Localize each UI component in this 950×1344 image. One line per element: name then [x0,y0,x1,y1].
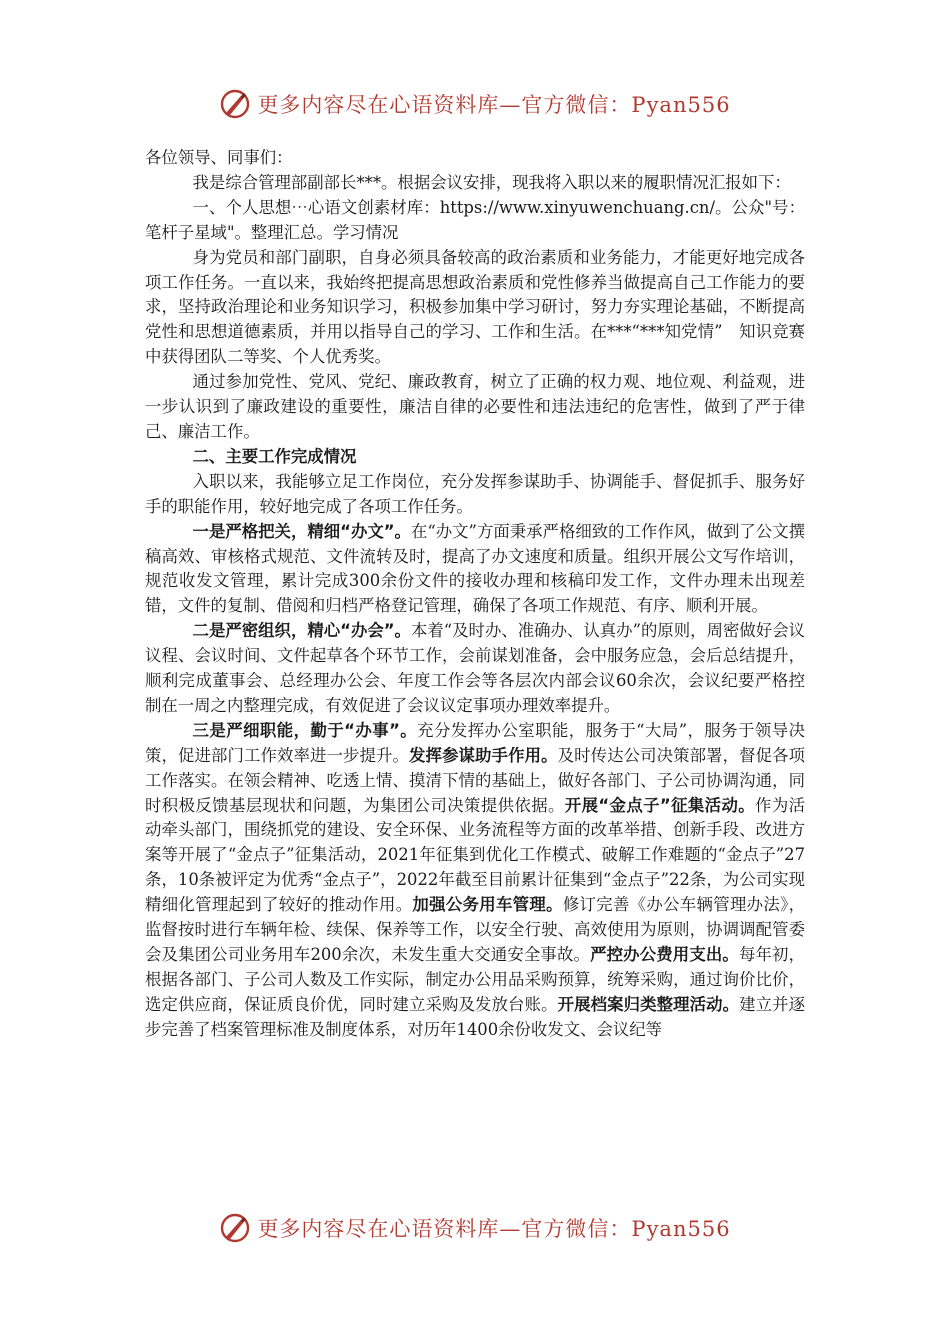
item2-paragraph [145,619,805,719]
intro-paragraph: 我是综合管理部副部长***。根据会议安排，现我将入职以来的履职情况汇报如下： [192,172,791,192]
item3-body-1: 充分发挥办公室职能，服务于“大局”，服务于领导决策，促进部门工作效率进一步提升。 [145,720,806,765]
item1-body: 在“办文”方面秉承严格细致的工作作风，做到了公文撰稿高效、审核格式规范、文件流转及时，提高了办文速度和质量。组织开展公文写作培训，规范收发文管理，累计完成300余份文件的接收办理和核稿印发工作，文件办理未出现差错，文件的复制、借阅和归档严格登记管理，确保了各项工作规范、有序、顺利开展。 [145,521,805,616]
item3-title: 三是严细职能，勤于“办事”。 [192,720,418,740]
section1-paragraph-2: 通过参加党性、党风、党纪、廉政教育，树立了正确的权力观、地位观、利益观，进一步认识到了廉政建设的重要性，廉洁自律的必要性和违法违纪的危害性，做到了严于律己、廉洁工作。 [145,372,805,441]
section1-paragraph-1: 身为党员和部门副职，自身必须具备较高的政治素质和业务能力，才能更好地完成各项工作任务。一直以来，我始终把提高思想政治素质和党性修养当做提高自己工作能力的要求，坚持政治理论和业务知识学习，积极参加集中学习研讨，努力夯实理论基础，不断提高党性和思想道德素质，并用以指导自己的学习、工作和生活。在***“***知党情” 知识竞赛中获得团队二等奖、个人优秀奖。 [145,247,805,367]
item3-paragraph [145,719,805,1043]
item2-body: 本着“及时办、准确办、认真办”的原则，周密做好会议议程、会议时间、文件起草各个环节工作，会前谋划准备，会中服务应急，会后总结提升，顺利完成董事会、总经理办公会、年度工作会等各层次内部会议60余次，会议纪要严格控制在一周之内整理完成，有效促进了会议议定事项办理效率提升。 [145,621,805,715]
footer-watermark-text: 更多内容尽在心语资料库—官方微信：Pyan556 [257,1217,731,1241]
item3-sub-heading-5: 开展档案归类整理活动。 [557,994,740,1014]
item3-body-5: 每年初，根据各部门、子公司人数及工作实际，制定办公用品采购预算，统筹采购，通过询价比价，选定供应商，保证质良价优，同时建立采购及发放台账。 [145,945,805,1014]
brush-logo-icon [219,1212,251,1244]
document-body [145,146,805,1043]
section2-heading: 二、主要工作完成情况 [192,446,357,466]
item1-paragraph [145,520,805,620]
item3-body-6: 建立并逐步完善了档案管理标准及制度体系，对历年1400余份收发文、会议纪等 [145,994,806,1039]
item2-title: 二是严密组织，精心“办会”。 [192,621,411,641]
footer-watermark-banner [0,1208,950,1248]
item3-body-2: 及时传达公司决策部署，督促各项工作落实。在领会精神、吃透上情、摸清下情的基础上，做好各部门、子公司协调沟通，同时积极反馈基层现状和问题，为集团公司决策提供依据。 [145,745,806,815]
brush-logo-icon [219,88,251,120]
section1-heading: 一、个人思想⋯心语文创素材库：https://www.xinyuwenchuang.cn/。公众"号：笔杆子星域"。整理汇总。学习情况 [145,197,805,242]
header-watermark-banner [0,84,950,124]
item3-sub-heading-1: 发挥参谋助手作用。 [409,745,558,765]
item3-sub-heading-4: 严控办公费用支出。 [590,945,739,964]
item3-sub-heading-3: 加强公务用车管理。 [412,895,563,915]
section2-paragraph-1: 入职以来，我能够立足工作岗位，充分发挥参谋助手、协调能手、督促抓手、服务好手的职能作用，较好地完成了各项工作任务。 [145,471,805,516]
item3-body-3: 作为活动牵头部门，围绕抓党的建设、安全环保、业务流程等方面的改革举措、创新手段、改进方案等开展了“金点子”征集活动，2021年征集到优化工作模式、破解工作难题的“金点子”27条，10条被评定为优秀“金点子”，2022年截至目前累计征集到“金点子”22条，为公司实现精细化管理起到了较好的推动作用。 [145,795,806,915]
header-watermark-text: 更多内容尽在心语资料库—官方微信：Pyan556 [257,93,731,117]
item3-sub-heading-2: 开展“金点子”征集活动。 [564,795,756,815]
salutation: 各位领导、同事们： [145,148,293,167]
item3-body-4: 修订完善《办公车辆管理办法》，监督按时进行车辆年检、续保、保养等工作，以安全行驶、高效使用为原则，协调调配管委会及集团公司业务用车200余次，未发生重大交通安全事故。 [145,895,805,964]
item1-title: 一是严格把关，精细“办文”。 [192,521,411,541]
